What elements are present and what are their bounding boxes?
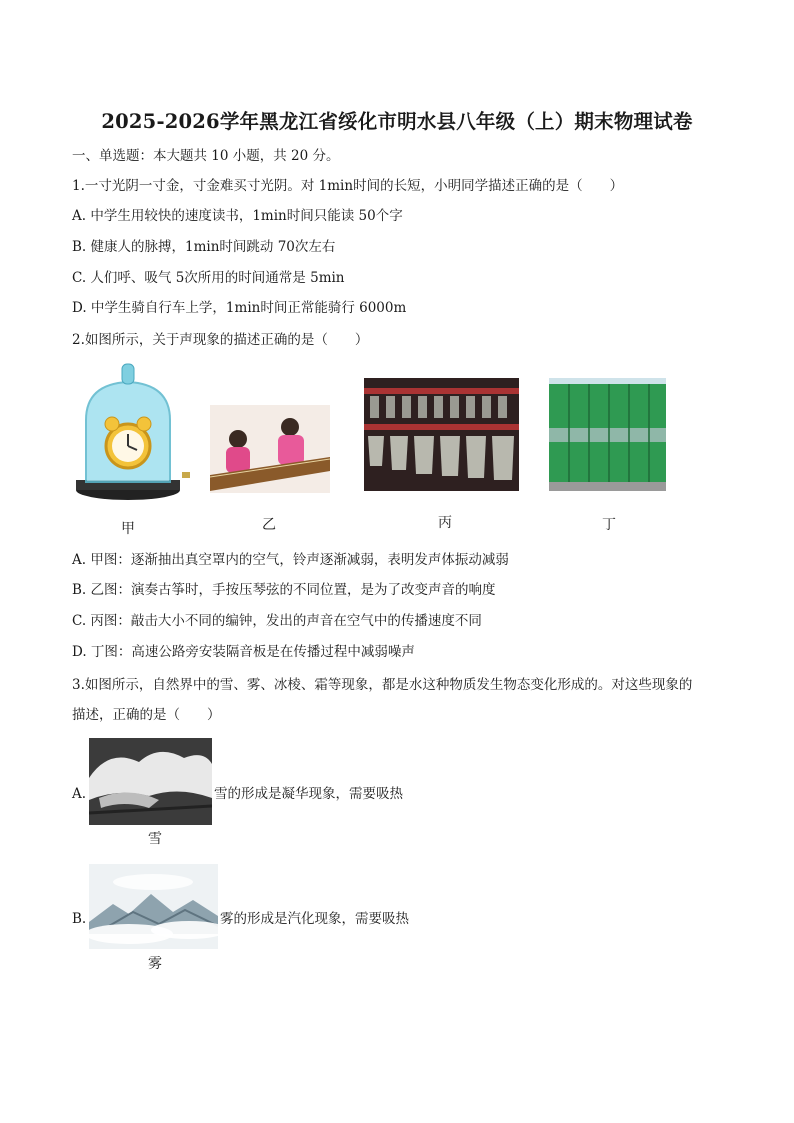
caption-jia: 甲 — [121, 521, 135, 537]
fog-figure — [89, 864, 218, 949]
section-heading: 一、单选题：本大题共 10 小题，共 20 分。 — [72, 148, 340, 164]
q1-option-b: B. 健康人的脉搏，1min时间跳动 70次左右 — [72, 239, 336, 255]
caption-snow: 雪 — [148, 831, 162, 847]
q3-option-b-label: B. — [72, 911, 87, 927]
caption-yi: 乙 — [262, 517, 276, 533]
caption-bing: 丙 — [438, 515, 452, 531]
q3-option-b-text: 雾的形成是汽化现象，需要吸热 — [220, 911, 409, 927]
q3-stem-line1: 3.如图所示，自然界中的雪、雾、冰棱、霜等现象，都是水这种物质发生物态变化形成的。对这些现象的 — [72, 677, 693, 693]
q1-stem: 1.一寸光阴一寸金，寸金难买寸光阴。对 1min时间的长短，小明同学描述正确的是（ ） — [72, 178, 624, 194]
q1-option-a: A. 中学生用较快的速度读书，1min时间只能读 50个字 — [72, 208, 403, 224]
guzheng-figure — [210, 405, 330, 493]
q1-option-c: C. 人们呼、吸气 5次所用的时间通常是 5min — [72, 270, 345, 286]
q3-stem-line2: 描述，正确的是（ ） — [72, 707, 221, 723]
caption-fog: 雾 — [148, 956, 162, 972]
caption-ding: 丁 — [602, 517, 616, 533]
q3-option-a-label: A. — [72, 786, 87, 802]
q2-option-b: B. 乙图：演奏古筝时，手按压琴弦的不同位置，是为了改变声音的响度 — [72, 582, 496, 598]
snow-figure — [89, 738, 212, 825]
q2-option-c: C. 丙图：敲击大小不同的编钟，发出的声音在空气中的传播速度不同 — [72, 613, 482, 629]
q2-option-d: D. 丁图：高速公路旁安装隔音板是在传播过程中减弱噪声 — [72, 644, 415, 660]
bell-jar-figure — [72, 362, 190, 504]
q2-option-a: A. 甲图：逐渐抽出真空罩内的空气，铃声逐渐减弱，表明发声体振动减弱 — [72, 552, 509, 568]
page-title: 2025-2026学年黑龙江省绥化市明水县八年级（上）期末物理试卷 — [101, 110, 693, 133]
chime-bells-figure — [364, 378, 519, 491]
noise-barrier-figure — [549, 378, 666, 491]
q1-option-d: D. 中学生骑自行车上学，1min时间正常能骑行 6000m — [72, 300, 407, 316]
q2-stem: 2.如图所示，关于声现象的描述正确的是（ ） — [72, 332, 369, 348]
q3-option-a-text: 雪的形成是凝华现象，需要吸热 — [214, 786, 403, 802]
